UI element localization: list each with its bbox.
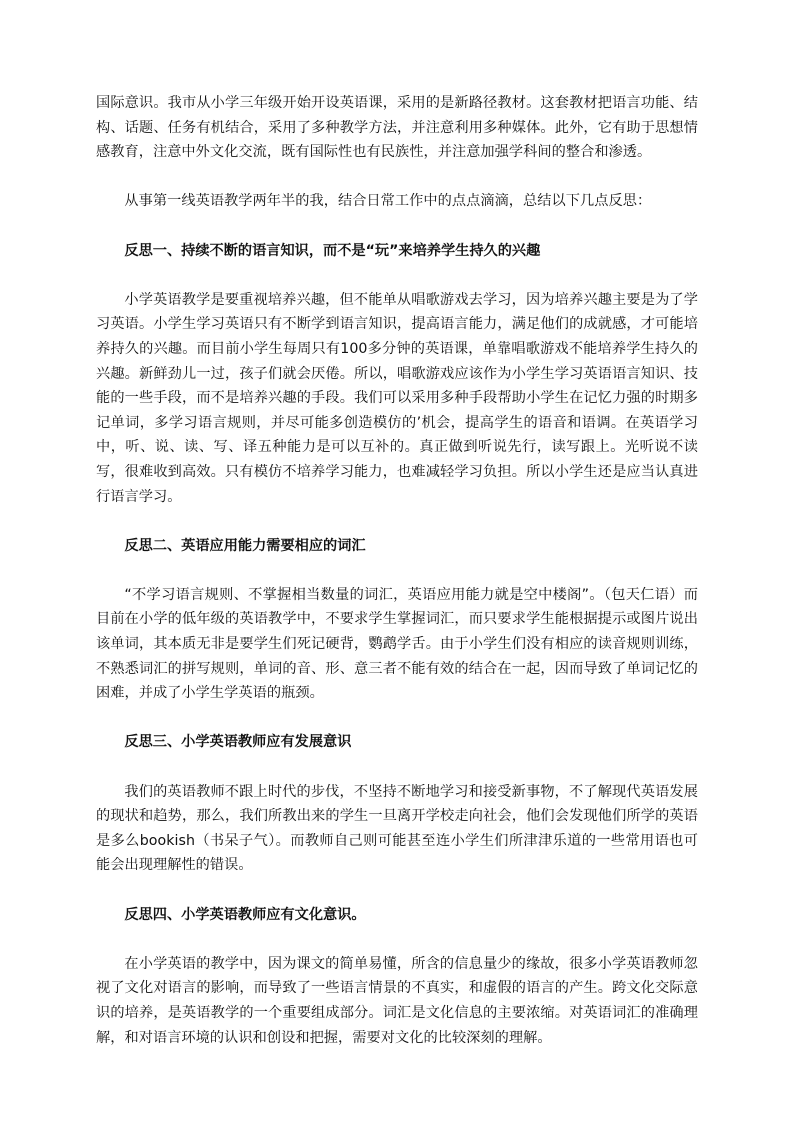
section-spacer bbox=[96, 509, 698, 534]
heading-spacer bbox=[96, 263, 698, 288]
summary-paragraph: 从事第一线英语教学两年半的我，结合日常工作中的点点滴滴，总结以下几点反思： bbox=[124, 193, 652, 210]
document-page bbox=[96, 91, 698, 1050]
section-heading-2: 反思二、英语应用能力需要相应的词汇 bbox=[124, 537, 366, 554]
reflection-section-2 bbox=[96, 534, 698, 706]
paragraph-spacer bbox=[96, 214, 698, 239]
section-body-3: 我们的英语教师不跟上时代的步伐，不坚持不断地学习和接受新事物，不了解现代英语发展的现状和趋势，那么，我们所教出来的学生一旦离开学校走向社会，他们会发现他们所学的英语是多么bookish（书呆子气）。而教师自己则可能甚至连小学生们所津津乐道的一些常用语也可能会出现理解性的错误。 bbox=[96, 783, 698, 874]
heading-spacer bbox=[96, 755, 698, 780]
reflection-section-1 bbox=[96, 239, 698, 510]
section-heading-3: 反思三、小学英语教师应有发展意识 bbox=[124, 734, 352, 751]
heading-spacer bbox=[96, 558, 698, 583]
section-spacer bbox=[96, 706, 698, 731]
reflection-section-3 bbox=[96, 730, 698, 878]
section-body-1: 小学英语教学是要重视培养兴趣，但不能单从唱歌游戏去学习，因为培养兴趣主要是为了学习英语。小学生学习英语只有不断学到语言知识，提高语言能力，满足他们的成就感，才可能培养持久的兴趣。而目前小学生每周只有100多分钟的英语课，单靠唱歌游戏不能培养学生持久的兴趣。新鲜劲儿一过，孩子们就会厌倦。所以，唱歌游戏应该作为小学生学习英语语言知识、技能的一些手段，而不是培养兴趣的手段。我们可以采用多种手段帮助小学生在记忆力强的时期多记单词，多学习语言规则，并尽可能多创造模仿的’机会，提高学生的语音和语调。在英语学习中，听、说、读、写、译五种能力是可以互补的。真正做到听说先行，读写跟上。光听说不读写，很难收到高效。只有模仿不培养学习能力，也难减轻学习负担。所以小学生还是应当认真进行语言学习。 bbox=[96, 291, 698, 505]
section-heading-1: 反思一、持续不断的语言知识，而不是“玩”来培养学生持久的兴趣 bbox=[124, 242, 541, 259]
heading-spacer bbox=[96, 927, 698, 952]
section-heading-4: 反思四、小学英语教师应有文化意识。 bbox=[124, 906, 366, 923]
reflection-section-4 bbox=[96, 903, 698, 1051]
section-spacer bbox=[96, 878, 698, 903]
section-body-2: “不学习语言规则、不掌握相当数量的词汇，英语应用能力就是空中楼阁”。（包天仁语）而目前在小学的低年级的英语教学中，不要求学生掌握词汇，而只要求学生能根据提示或图片说出该单词，其本质无非是要学生们死记硬背，鹦鹉学舌。由于小学生们没有相应的读音规则训练，不熟悉词汇的拼写规则，单词的音、形、意三者不能有效的结合在一起，因而导致了单词记忆的困难，并成了小学生学英语的瓶颈。 bbox=[96, 586, 698, 702]
paragraph-spacer bbox=[96, 165, 698, 190]
intro-paragraph: 国际意识。我市从小学三年级开始开设英语课，采用的是新路径教材。这套教材把语言功能、结构、话题、任务有机结合，采用了多种教学方法，并注意利用多种媒体。此外，它有助于思想情感教育，注意中外文化交流，既有国际性也有民族性，并注意加强学科间的整合和渗透。 bbox=[96, 95, 698, 161]
section-body-4: 在小学英语的教学中，因为课文的简单易懂，所含的信息量少的缘故，很多小学英语教师忽视了文化对语言的影响，而导致了一些语言情景的不真实，和虚假的语言的产生。跨文化交际意识的培养，是英语教学的一个重要组成部分。词汇是文化信息的主要浓缩。对英语词汇的准确理解，和对语言环境的认识和创设和把握，需要对文化的比较深刻的理解。 bbox=[96, 955, 698, 1046]
